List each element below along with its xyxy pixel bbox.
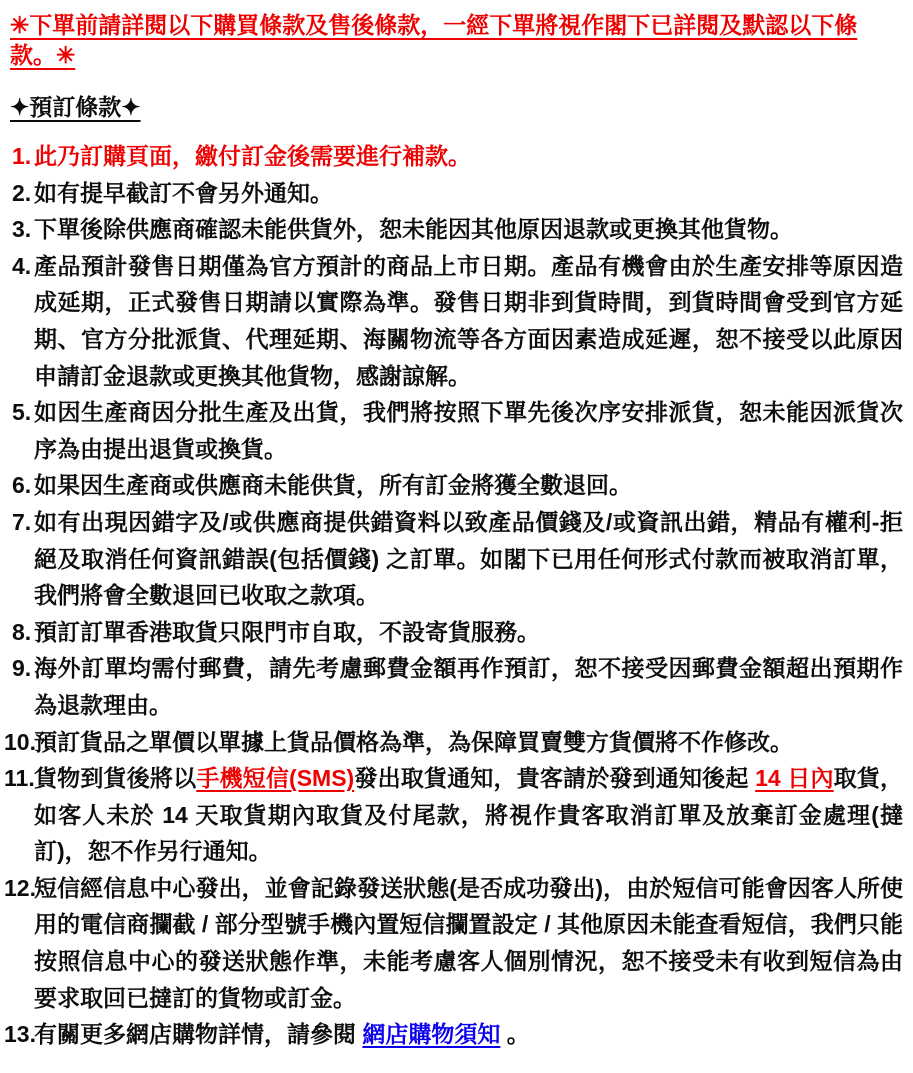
term-item [0,211,905,248]
term-text-segment: 發出取貨通知，貴客請於發到通知後起 [354,765,756,792]
term-text-segment: 預訂貨品之單價以單據上貨品價格為準，為保障買賣雙方貨價將不作修改。 [34,728,793,755]
term-text-segment: 預訂訂單香港取貨只限門市自取，不設寄貨服務。 [34,618,540,645]
term-item [0,248,905,394]
term-number: 8. [12,618,32,645]
term-text-segment: 如有提早截訂不會另外通知。 [34,179,333,206]
term-text [34,180,333,206]
term-item [0,650,905,723]
term-item [0,504,905,614]
term-text [34,729,793,755]
term-text-segment: 產品預計發售日期僅為官方預計的商品上市日期。產品有機會由於生產安排等原因造成延期，正式發售日期請以實際為準。發售日期非到貨時間，到貨時間會受到官方延期、官方分批派貨、代理延期、海關物流等各方面因素造成延遲，恕不接受以此原因申請訂金退款或更換其他貨物，感謝諒解。 [34,252,903,389]
term-number: 11. [4,765,35,792]
term-text-segment: 短信經信息中心發出，並會記錄發送狀態(是否成功發出)，由於短信可能會因客人所使用的電信商攔截 / 部分型號手機內置短信攔置設定 / 其他原因未能查看短信，我們只能按照信息中心的發送狀態作準，未能考慮客人個別情況，恕不接受未有收到短信為由要求取回已撻訂的貨物或訂金。 [34,874,903,1011]
term-text [34,216,793,242]
term-text-highlight: 此乃訂購頁面，繳付訂金後需要進行補款。 [34,143,471,169]
term-number: 3. [12,216,32,243]
term-text-segment: 取貨，如客人未於 14 天取貨期內取貨及付尾款，將視作貴客取消訂單及放棄訂金處理(撻訂)，恕不作另行通知。 [34,765,904,865]
term-number: 5. [12,399,32,426]
term-number: 4. [12,252,32,279]
term-number: 2. [12,179,32,206]
term-item [0,467,905,504]
term-item [0,724,905,761]
term-text [34,875,903,1011]
term-number: 13. [4,1021,36,1048]
terms-list [0,138,905,1053]
term-number: 9. [12,655,32,682]
term-number: 6. [12,472,32,499]
term-number: 1. [12,143,32,169]
term-item [0,760,905,870]
term-item [0,175,905,212]
term-text [34,509,903,608]
term-text-segment: 貨物到貨後將以 [34,765,197,792]
term-text-segment: 如有出現因錯字及/或供應商提供錯資料以致產品價錢及/或資訊出錯，精品有權利-拒絕及取消任何資訊錯誤(包括價錢) 之訂單。如閣下已用任何形式付款而被取消訂單，我們將會全數退回已收取之款項。 [34,508,903,609]
term-text-segment: 如果因生產商或供應商未能供貨，所有訂金將獲全數退回。 [34,472,632,499]
term-item [0,870,905,1016]
term-text [34,655,903,718]
term-text [34,619,540,645]
term-item [0,394,905,467]
term-text [34,253,903,389]
term-text [34,472,632,498]
term-text-segment: 。 [500,1021,530,1048]
pre-order-terms-heading: ✦預訂條款✦ [10,94,141,120]
term-text-segment: 有關更多網店購物詳情，請參閱 [34,1021,363,1048]
term-text-segment: 下單後除供應商確認未能供貨外，恕未能因其他原因退款或更換其他貨物。 [34,216,793,243]
term-number: 7. [12,508,32,535]
term-item [0,1016,905,1053]
term-text [34,1021,530,1047]
term-number: 12. [4,874,36,901]
term-text [34,143,471,169]
term-text-segment: 海外訂單均需付郵費，請先考慮郵費金額再作預訂，恕不接受因郵費金額超出預期作為退款理由。 [34,655,903,718]
term-text [34,765,903,864]
term-item [0,614,905,651]
term-text-highlight: 14 日內 [755,765,834,792]
pre-order-warning-banner: ✳下單前請詳閱以下購買條款及售後條款，一經下單將視作閣下已詳閱及默認以下條款。✳ [10,12,858,68]
term-number: 10. [4,728,36,755]
term-text-highlight: 手機短信(SMS) [196,765,355,792]
term-item [0,138,905,175]
term-text-segment: 如因生產商因分批生產及出貨，我們將按照下單先後次序安排派貨，恕未能因派貨次序為由提出退貨或換貨。 [34,399,903,462]
term-text [34,399,903,462]
online-store-shopping-notice-link[interactable]: 網店購物須知 [362,1021,501,1048]
